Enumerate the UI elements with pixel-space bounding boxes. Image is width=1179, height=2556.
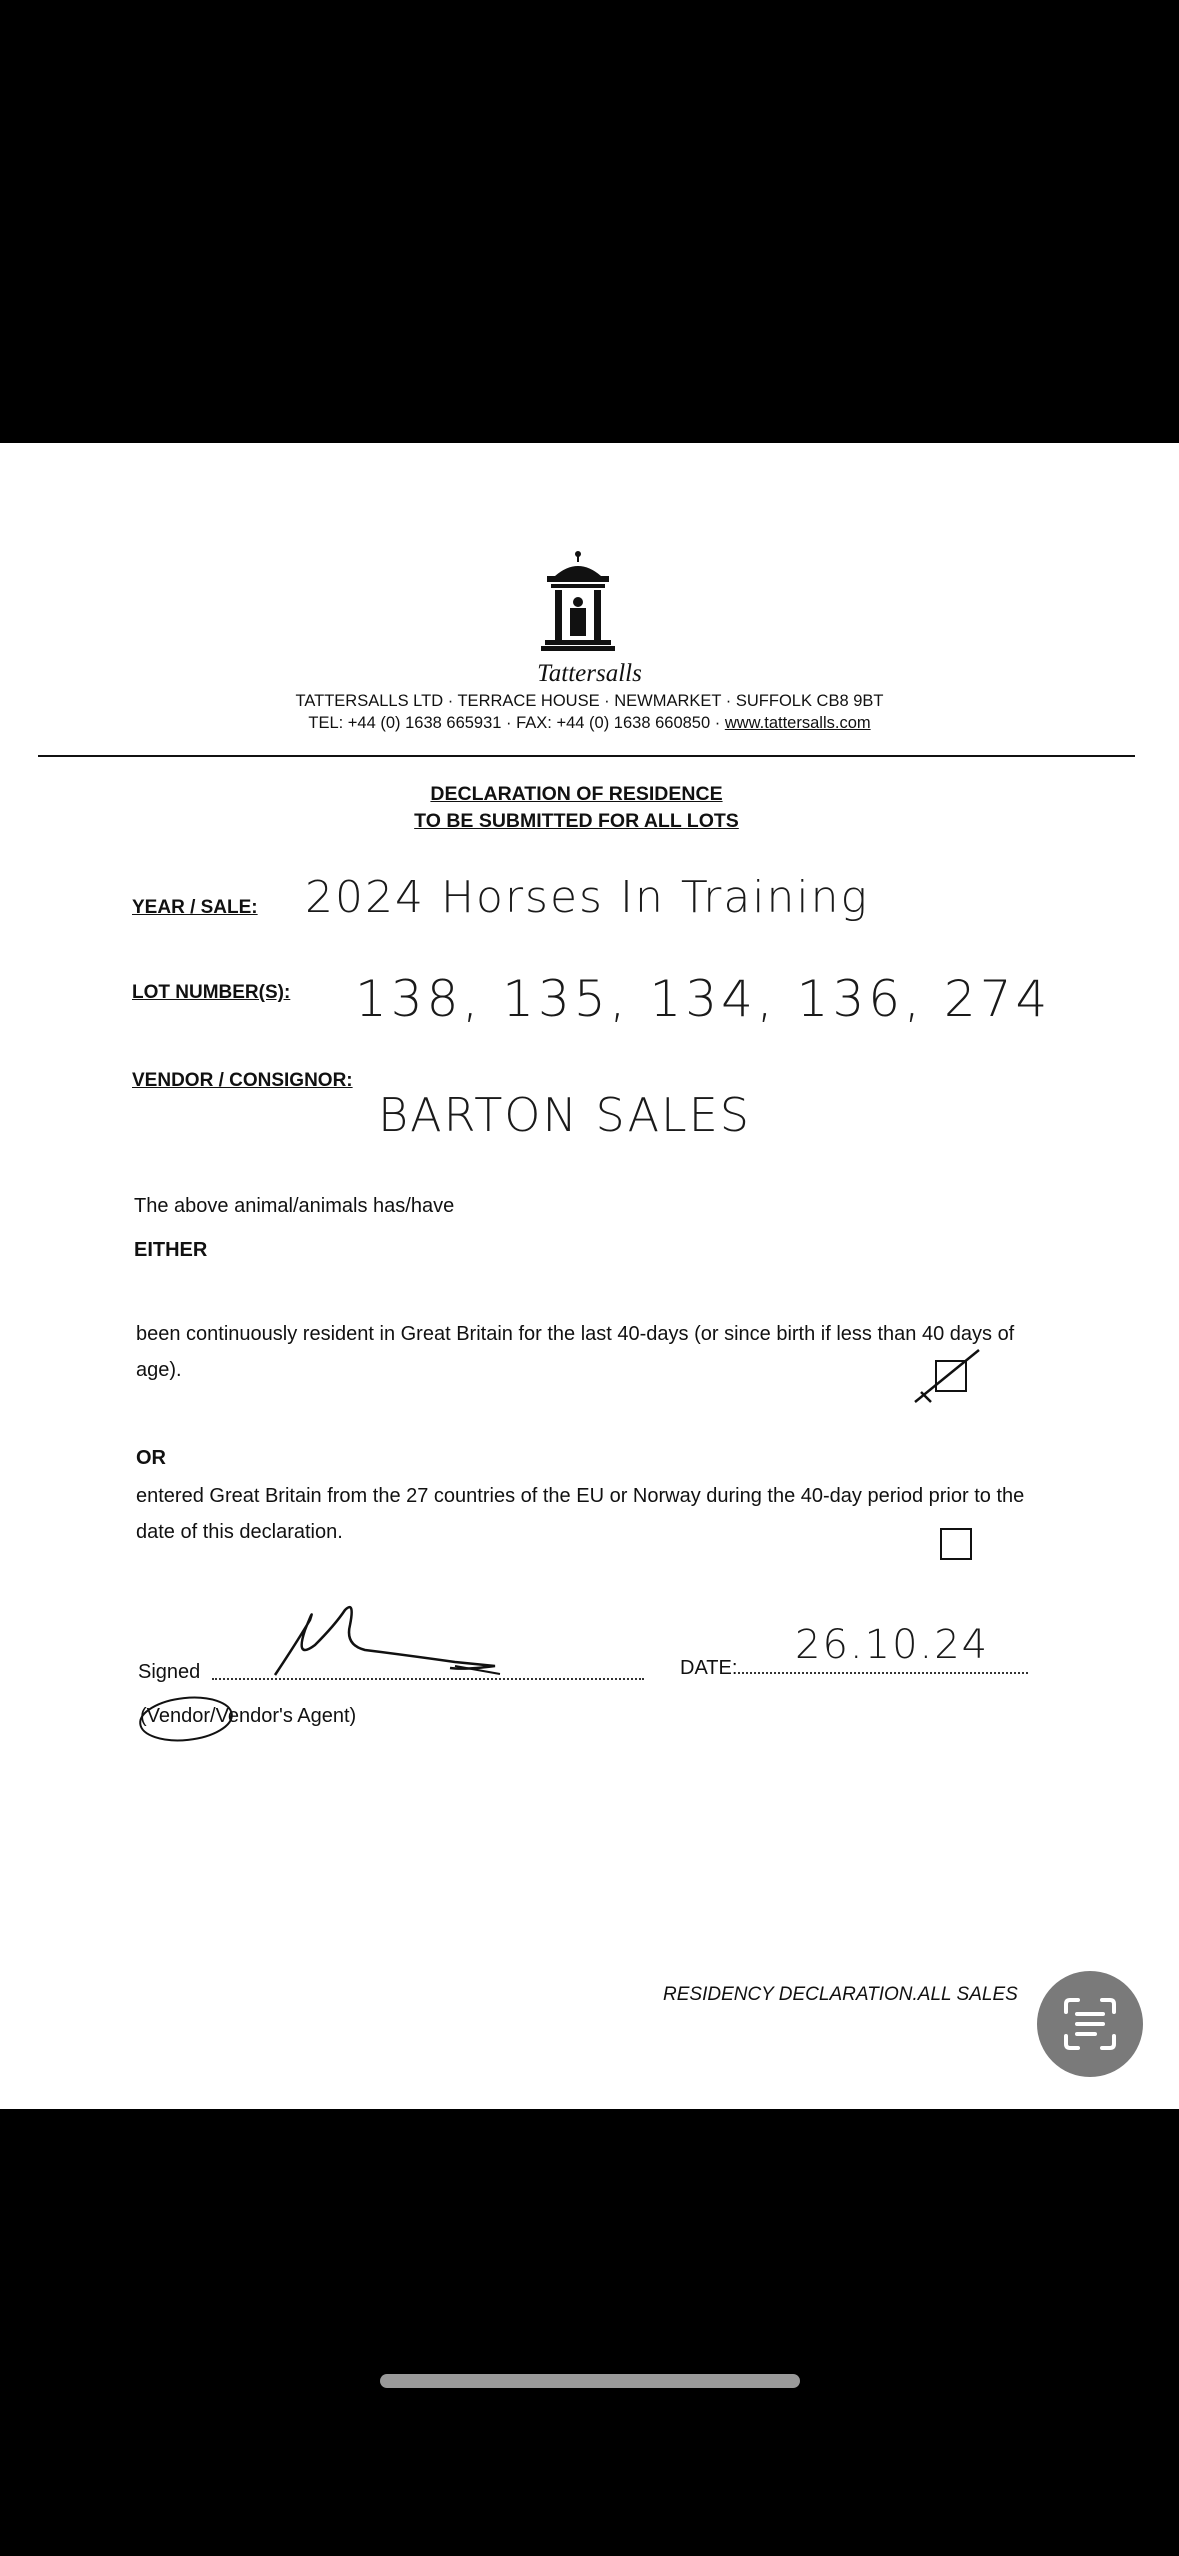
form-footer-name: RESIDENCY DECLARATION.ALL SALES	[663, 1984, 1018, 2005]
year-sale-value: 2024 Horses In Training	[305, 872, 869, 923]
contact-phone-fax: TEL: +44 (0) 1638 665931 · FAX: +44 (0) 1638 660850 ·	[308, 714, 721, 732]
option2-text: entered Great Britain from the 27 countries of the EU or Norway during the 40-day period prior to the date of this declaration.	[136, 1485, 1025, 1543]
header-divider	[38, 755, 1135, 757]
option1-text: been continuously resident in Great Britain for the last 40-days (or since birth if less than 40 days of age).	[136, 1323, 1015, 1381]
date-label: DATE:	[680, 1657, 738, 1679]
date-value: 26.10.24	[795, 1622, 990, 1668]
company-contact	[0, 714, 1179, 733]
date-line	[738, 1672, 1028, 1674]
statement-intro: The above animal/animals has/have	[134, 1195, 455, 1217]
lot-numbers-value: 138, 135, 134, 136, 274	[355, 970, 1052, 1028]
scan-text-icon	[1062, 1996, 1118, 2052]
vendor-role-label: (Vendor/Vendor's Agent)	[140, 1705, 357, 1727]
checkmark-icon	[907, 1344, 987, 1404]
either-label: EITHER	[134, 1239, 208, 1261]
option1-checkbox[interactable]	[935, 1360, 967, 1392]
website-link[interactable]: www.tattersalls.com	[724, 714, 871, 732]
signed-label: Signed	[138, 1661, 201, 1683]
form-title: DECLARATION OF RESIDENCE	[430, 783, 723, 805]
vendor-label: VENDOR / CONSIGNOR:	[132, 1070, 353, 1091]
vendor-value: BARTON SALES	[378, 1088, 751, 1142]
scan-text-button[interactable]	[1037, 1971, 1143, 2077]
or-label: OR	[136, 1447, 166, 1469]
home-indicator[interactable]	[380, 2374, 800, 2388]
tattersalls-logo-icon	[535, 548, 621, 658]
lot-numbers-label: LOT NUMBER(S):	[132, 982, 291, 1003]
year-sale-label: YEAR / SALE:	[132, 897, 258, 918]
form-subtitle: TO BE SUBMITTED FOR ALL LOTS	[414, 810, 739, 832]
circle-annotation-icon	[136, 1692, 236, 1746]
option2-checkbox[interactable]	[940, 1528, 972, 1560]
signature-mark-icon	[255, 1600, 505, 1680]
company-name: Tattersalls	[537, 660, 642, 687]
company-address: TATTERSALLS LTD · TERRACE HOUSE · NEWMARKET · SUFFOLK CB8 9BT	[295, 692, 884, 710]
